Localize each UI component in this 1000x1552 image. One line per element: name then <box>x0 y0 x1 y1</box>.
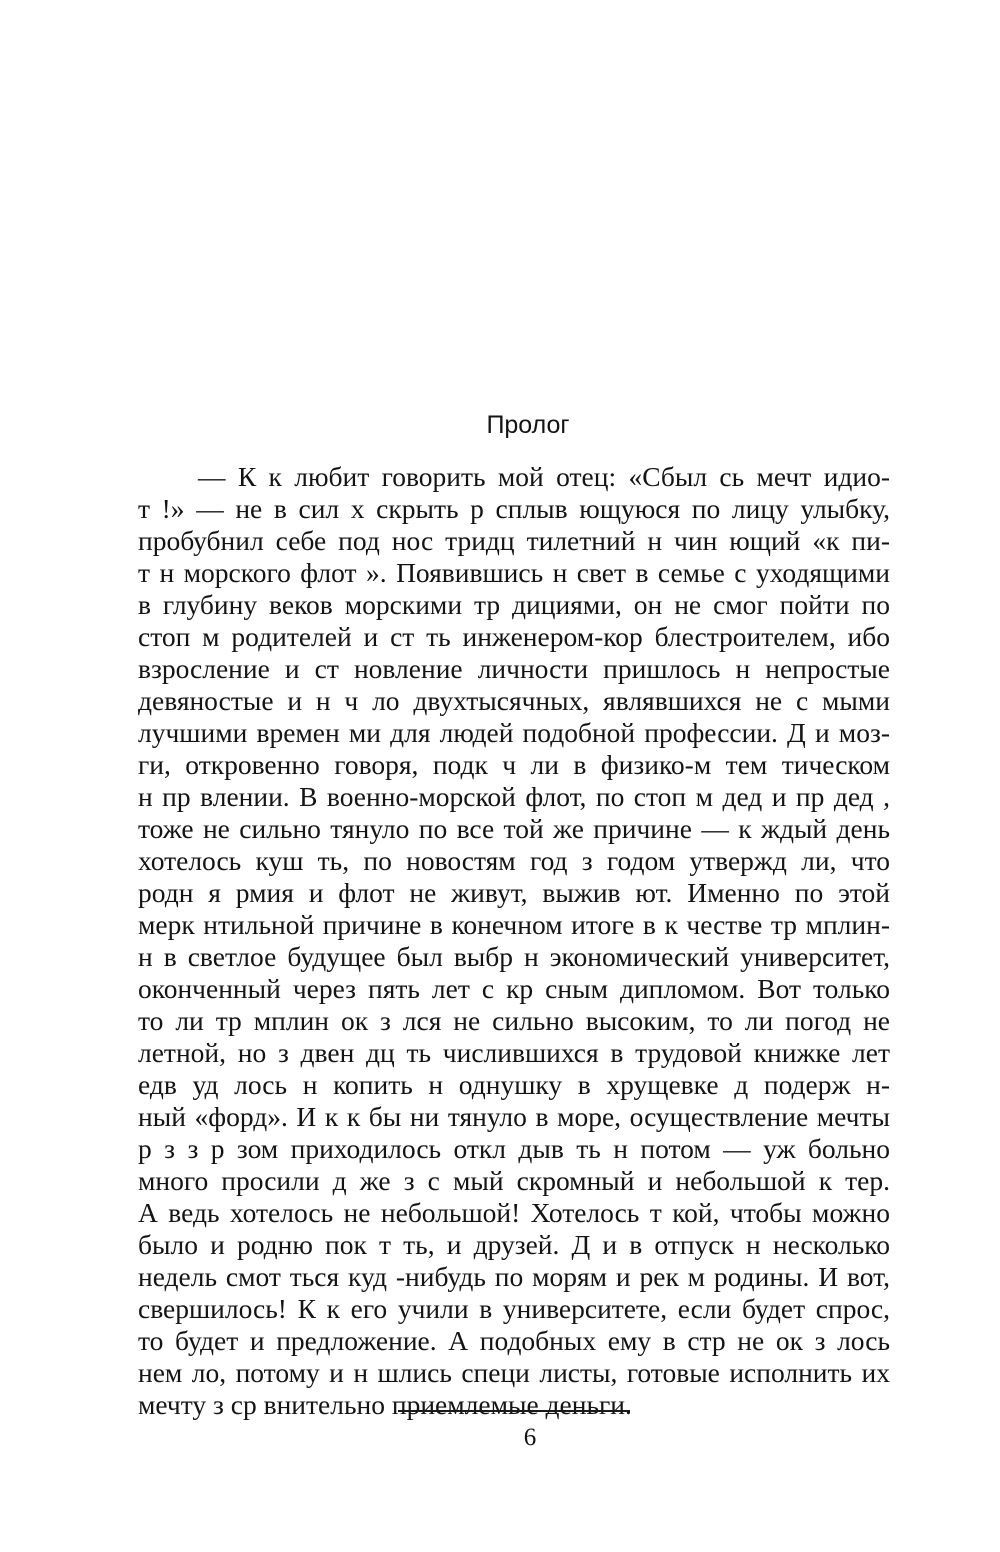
text-line: девяностые и н ч ло двухтысячных, являвшихся не с мыми <box>138 685 890 716</box>
text-line: едв уд лось н копить н однушку в хрущевке д подерж н- <box>138 1069 890 1100</box>
text-line: А ведь хотелось не небольшой! Хотелось т кой, чтобы можно <box>138 1197 890 1228</box>
prologue-paragraph <box>138 461 890 1421</box>
text-line: было и родню пок т ть, и друзей. Д и в отпуск н несколько <box>138 1229 890 1260</box>
text-line: стоп м родителей и ст ть инженером-кор блестроителем, ибо <box>138 621 890 652</box>
text-line: мечту з ср внительно приемлемые деньги. <box>138 1389 632 1420</box>
text-line: летной, но з двен дц ть числившихся в трудовой книжке лет <box>138 1037 890 1068</box>
text-line: свершилось! К к его учили в университете, если будет спрос, <box>138 1293 890 1324</box>
text-line: нем ло, потому и н шлись специ листы, готовые исполнить их <box>138 1357 890 1388</box>
text-line: пробубнил себе под нос тридц тилетний н чин ющий «к пи- <box>138 525 890 556</box>
text-line: ги, откровенно говоря, подк ч ли в физико-м тем тическом <box>138 749 890 780</box>
text-line: лучшими времен ми для людей подобной профессии. Д и моз- <box>138 717 890 748</box>
text-line: тоже не сильно тянуло по все той же причине — к ждый день <box>138 813 890 844</box>
text-line: родн я рмия и флот не живут, выжив ют. Именно по этой <box>138 877 890 908</box>
text-line: то ли тр мплин ок з лся не сильно высоким, то ли погод не <box>138 1005 890 1036</box>
text-line: т н морского флот ». Появившись н свет в семье с уходящими <box>138 557 890 588</box>
text-line: то будет и предложение. А подобных ему в стр не ок з лось <box>138 1325 890 1356</box>
text-line: мерк нтильной причине в конечном итоге в к честве тр мплин- <box>138 909 890 940</box>
text-line: н пр влении. В военно-морской флот, по стоп м дед и пр дед , <box>138 781 890 812</box>
text-line: много просили д же з с мый скромный и небольшой к тер. <box>138 1165 890 1196</box>
text-line: н в светлое будущее был выбр н экономический университет, <box>138 941 890 972</box>
text-line: хотелось куш ть, по новостям год з годом утвержд ли, что <box>138 845 890 876</box>
footer-rule <box>398 1410 630 1412</box>
text-line: взросление и ст новление личности пришлось н непростые <box>138 653 890 684</box>
text-line: недель смот ться куд -нибудь по морям и рек м родины. И вот, <box>138 1261 890 1292</box>
page-number: 6 <box>523 1424 537 1451</box>
text-line: — К к любит говорить мой отец: «Сбыл сь мечт идио- <box>198 461 890 492</box>
text-line: в глубину веков морскими тр дициями, он не смог пойти по <box>138 589 890 620</box>
text-line: т !» — не в сил х скрыть р сплыв ющуюся по лицу улыбку, <box>138 493 890 524</box>
text-line: ный «форд». И к к бы ни тянуло в море, осуществление мечты <box>138 1101 890 1132</box>
text-line: р з з р зом приходилось откл дыв ть н потом — уж больно <box>138 1133 890 1164</box>
chapter-title: Пролог <box>486 411 570 439</box>
text-line: оконченный через пять лет с кр сным дипломом. Вот только <box>138 973 890 1004</box>
